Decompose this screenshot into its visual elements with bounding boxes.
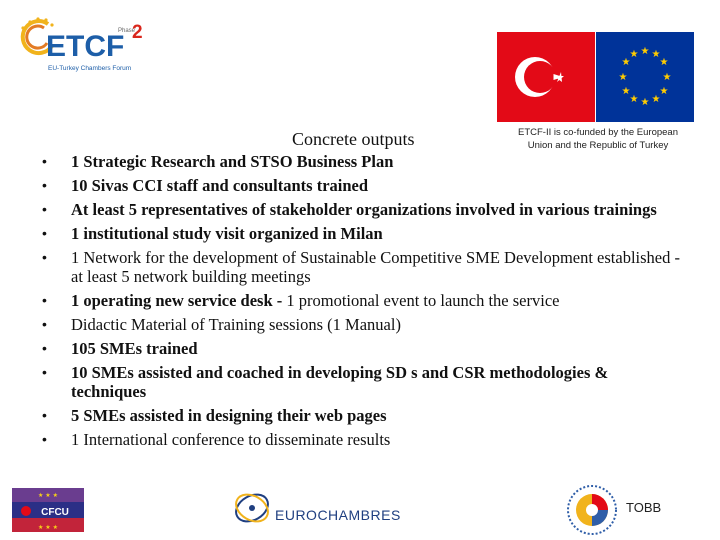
etcf-logo-subtitle: EU-Turkey Chambers Forum [48, 65, 132, 72]
etcf-logo-phase: Phase [118, 28, 136, 34]
outputs-list [40, 152, 680, 454]
svg-text:★: ★ [629, 94, 639, 105]
svg-text:★: ★ [651, 94, 661, 105]
list-item: • 1 Network for the development of Sustainable Competitive SME Development established - at least 5 network building meetings [42, 248, 680, 286]
list-item: • Didactic Material of Training sessions (1 Manual) [42, 315, 401, 334]
svg-text:★ ★ ★: ★ ★ ★ [38, 492, 58, 499]
list-item: • 105 SMEs trained [42, 339, 198, 358]
svg-text:★: ★ [618, 72, 628, 83]
svg-text:★: ★ [659, 86, 669, 97]
etcf-logo [10, 12, 160, 80]
svg-text:★ ★ ★: ★ ★ ★ [38, 524, 58, 531]
list-item: • 1 operating new service desk - 1 promotional event to launch the service [42, 291, 560, 310]
list-item: • 5 SMEs assisted in designing their web pages [42, 406, 387, 425]
turkey-eu-flags [497, 32, 694, 122]
svg-text:★: ★ [640, 97, 650, 108]
cofunding-statement: ETCF-II is co-funded by the European Union and the Republic of Turkey [518, 127, 678, 151]
tobb-logo-text: TOBB [626, 500, 662, 515]
list-item: • 1 institutional study visit organized in Milan [42, 224, 383, 243]
etcf-logo-superscript: 2 [132, 22, 143, 43]
svg-text:★: ★ [662, 72, 672, 83]
list-item: • At least 5 representatives of stakeholder organizations involved in various trainings [42, 200, 657, 219]
svg-text:★: ★ [621, 86, 631, 97]
svg-text:★: ★ [621, 57, 631, 68]
eurochambres-swirl-icon [232, 488, 272, 528]
svg-text:★: ★ [651, 49, 661, 60]
svg-text:★: ★ [629, 49, 639, 60]
eurochambres-logo-text: EUROCHAMBRES [275, 507, 401, 523]
eu-flag-icon [596, 32, 694, 122]
list-item: • 10 SMEs assisted and coached in developing SD s and CSR methodologies & techniques [42, 363, 609, 401]
list-item: • 1 International conference to disseminate results [42, 430, 391, 449]
list-item: • 10 Sivas CCI staff and consultants trained [42, 176, 369, 195]
etcf-logo-text: ETCF [46, 30, 125, 63]
svg-text:★: ★ [640, 46, 650, 57]
cfcu-logo [12, 488, 84, 532]
turkey-flag-icon [497, 32, 595, 122]
list-item: • 1 Strategic Research and STSO Business Plan [42, 152, 394, 171]
svg-text:★: ★ [659, 57, 669, 68]
tobb-emblem-icon [566, 484, 618, 536]
slide-title: Concrete outputs [292, 129, 415, 149]
cfcu-logo-text: CFCU [41, 507, 69, 518]
